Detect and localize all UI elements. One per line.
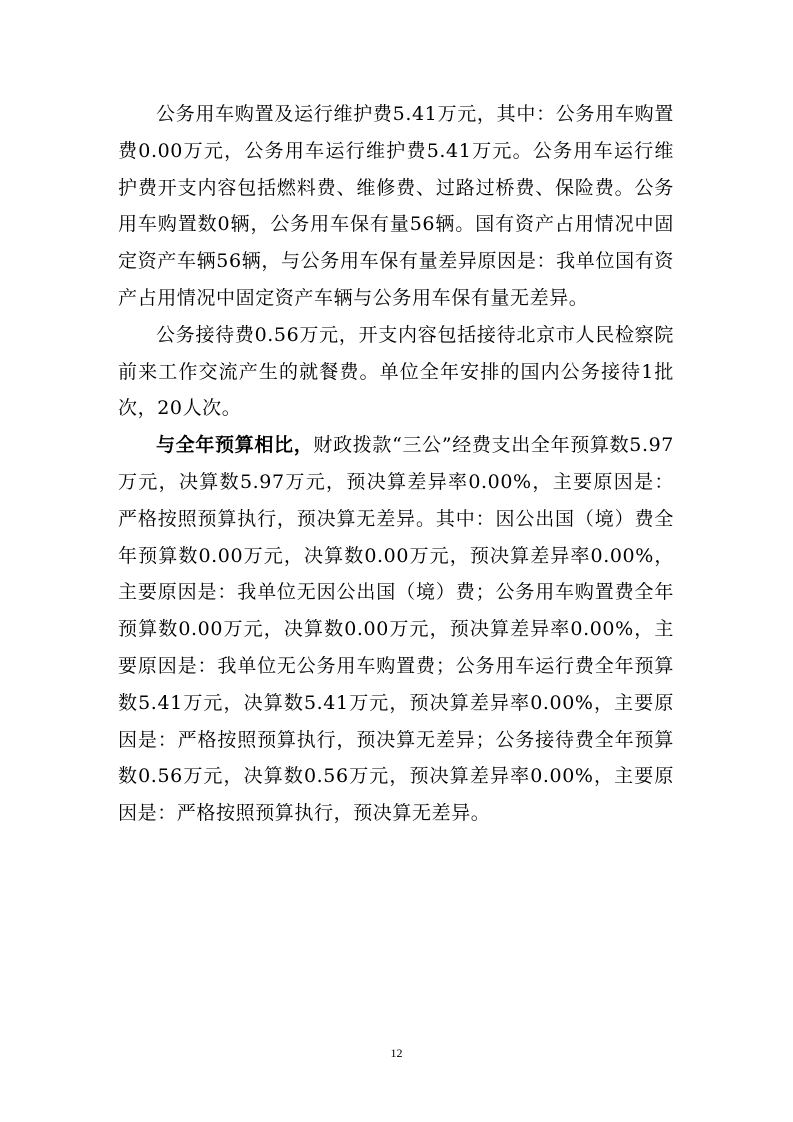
paragraph-text: 财政拨款“三公”经费支出全年预算数5.97万元，决算数5.97万元，预决算差异率0.00%，主要原因是：严格按照预算执行，预决算无差异。其中：因公出国（境）费全年预算数0.00万元，决算数0.00万元，预决算差异率0.00%，主要原因是：我单位无因公出国（境）费；公务用车购置费全年预算数0.00万元，决算数0.00万元，预决算差异率0.00%，主要原因是：我单位无公务用车购置费；公务用车运行费全年预算数5.41万元，决算数5.41万元，预决算差异率0.00%，主要原因是：严格按照预算执行，预决算无差异；公务接待费全年预算数0.56万元，决算数0.56万元，预决算差异率0.00%，主要原因是：严格按照预算执行，预决算无差异。 [118, 434, 674, 825]
paragraph-text: 公务接待费0.56万元，开支内容包括接待北京市人民检察院前来工作交流产生的就餐费。单位全年安排的国内公务接待1批次，20人次。 [118, 323, 674, 420]
paragraph-text: 公务用车购置及运行维护费5.41万元，其中：公务用车购置费0.00万元，公务用车运行维护费5.41万元。公务用车运行维护费开支内容包括燃料费、维修费、过路过桥费、保险费。公务用车购置数0辆，公务用车保有量56辆。国有资产占用情况中固定资产车辆56辆，与公务用车保有量差异原因是：我单位国有资产占用情况中固定资产车辆与公务用车保有量无差异。 [118, 103, 674, 309]
document-body [118, 96, 674, 832]
page-number: 12 [390, 1046, 403, 1060]
paragraph-vehicle-expenses [118, 96, 674, 317]
paragraph-lead: 与全年预算相比， [156, 434, 314, 457]
paragraph-reception-expenses [118, 317, 674, 427]
paragraph-budget-comparison [118, 427, 674, 832]
